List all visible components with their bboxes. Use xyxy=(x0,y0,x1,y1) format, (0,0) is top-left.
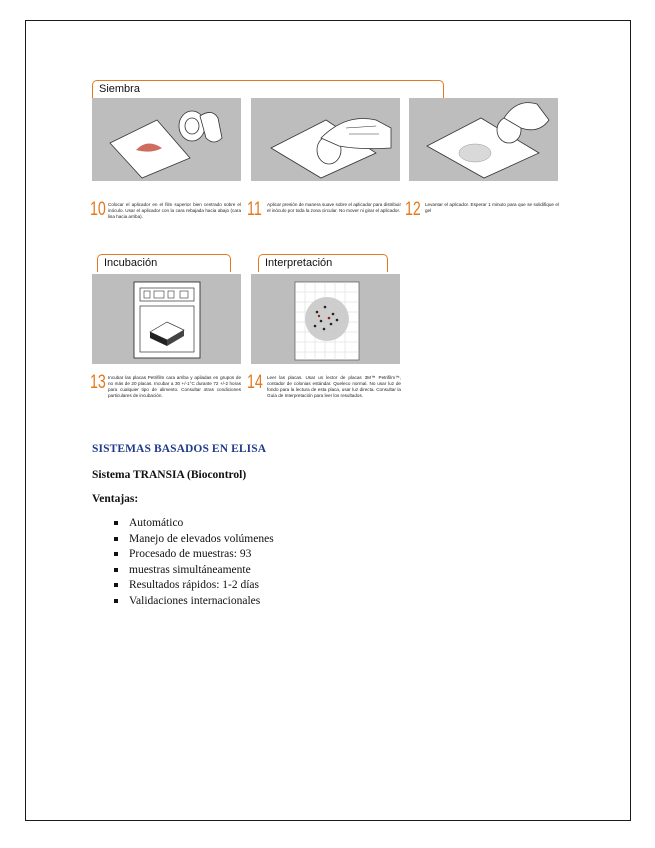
step-13-drawing xyxy=(92,274,241,364)
section-title-interpretacion: Interpretación xyxy=(265,257,333,269)
step-13-number: 13 xyxy=(90,372,106,393)
step-13-text: Incubar las placas Petrifilm cara arriba y apiladas en grupos de no más de 20 placas. Incubar a 30 +/-1°C durante 72 +/-2 horas para cualquier tipo de alimento. Consultar otras condiciones particulares de incubación. xyxy=(108,375,241,399)
illustration-step-14 xyxy=(251,274,400,364)
step-12-text: Levantar el aplicador. Esperar 1 minuto para que se solidifique el gel xyxy=(425,202,559,214)
illustration-step-11 xyxy=(251,98,400,181)
elisa-heading: SISTEMAS BASADOS EN ELISA xyxy=(92,443,267,455)
step-12-number: 12 xyxy=(405,199,421,220)
list-item: Automático xyxy=(114,516,274,532)
list-item: muestras simultáneamente xyxy=(114,563,274,579)
step-14-drawing xyxy=(251,274,400,364)
section-tab-siembra xyxy=(92,80,444,98)
section-title-incubacion: Incubación xyxy=(104,257,158,269)
list-item: Procesado de muestras: 93 xyxy=(114,547,274,563)
step-11-drawing xyxy=(251,98,400,181)
advantages-list xyxy=(114,516,274,609)
section-tab-incubacion xyxy=(97,254,231,272)
section-title-siembra: Siembra xyxy=(99,83,140,95)
illustration-step-10 xyxy=(92,98,241,181)
step-10-number: 10 xyxy=(90,199,106,220)
system-title: Sistema TRANSIA (Biocontrol) xyxy=(92,469,247,481)
step-14-text: Leer las placas. Usar un lector de placas 3M™ Petrifilm™, contador de colonias estándar. Queleco normal. No usar luz de fondo para la lectura de esta placa, usar luz directa. Consultar la Guía de Interpretación para leer los resultados. xyxy=(267,375,401,399)
illustration-step-12 xyxy=(409,98,558,181)
list-item: Validaciones internacionales xyxy=(114,594,274,610)
section-tab-interpretacion xyxy=(258,254,388,272)
list-item: Resultados rápidos: 1-2 días xyxy=(114,578,274,594)
list-item: Manejo de elevados volúmenes xyxy=(114,532,274,548)
step-11-text: Aplicar presión de manera suave sobre el aplicador para distribuir el inóculo por toda la zona circular. No mover ni girar el aplicador. xyxy=(267,202,401,214)
step-11-number: 11 xyxy=(247,199,262,220)
step-12-drawing xyxy=(409,98,558,181)
step-10-text: Colocar el aplicador en el film superior bien centrado sobre el inóculo. Usar el aplicador con la cara rebajada hacia abajo (cara lisa hacia arriba). xyxy=(108,202,241,220)
step-14-number: 14 xyxy=(247,372,263,393)
illustration-step-13 xyxy=(92,274,241,364)
siembra-bracket-right xyxy=(443,88,444,98)
step-10-drawing xyxy=(92,98,241,181)
advantages-label: Ventajas: xyxy=(92,493,139,505)
